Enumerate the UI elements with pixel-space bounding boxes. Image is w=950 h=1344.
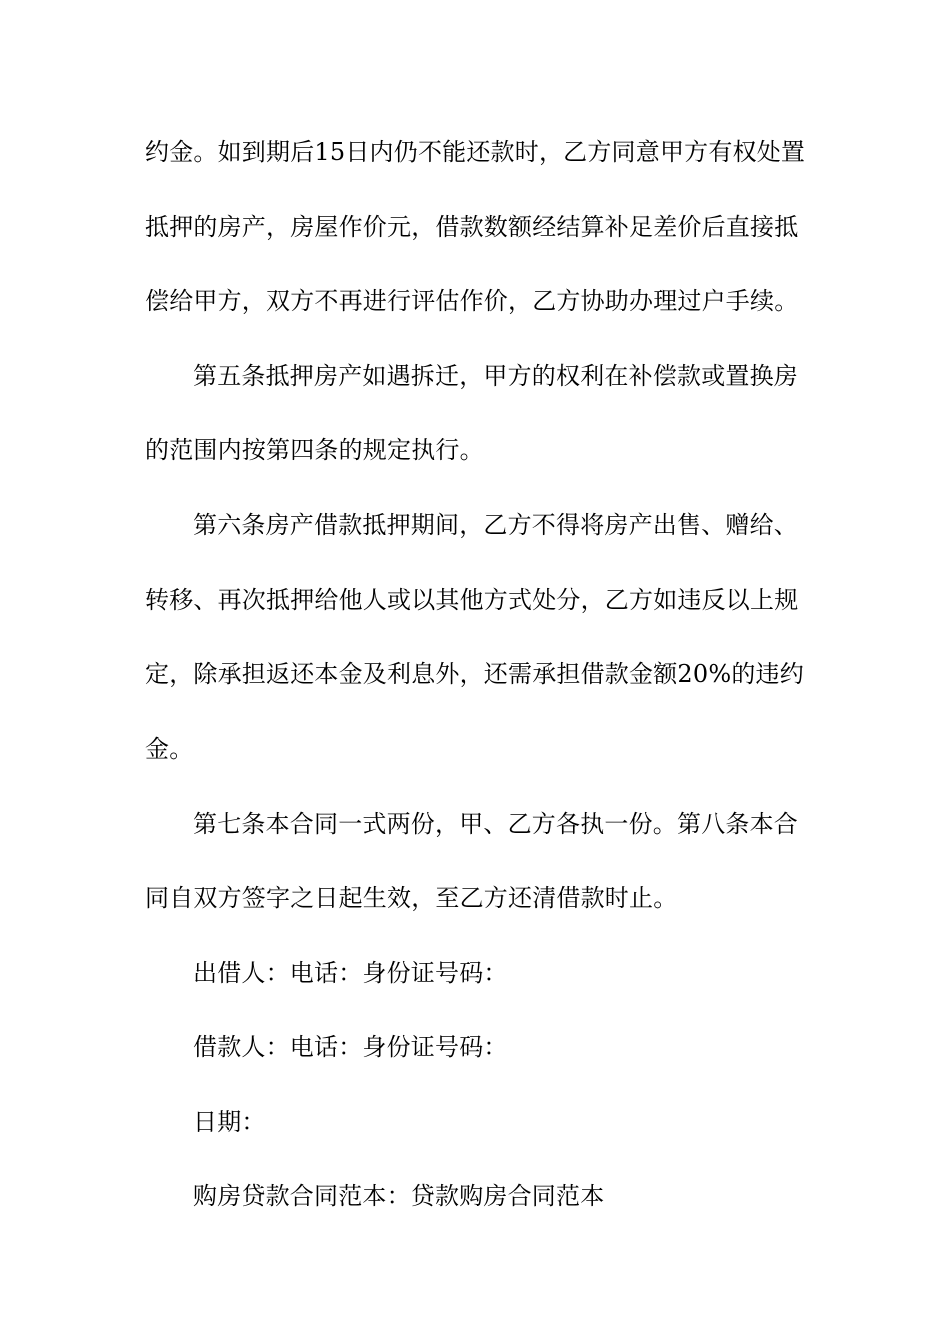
text-line-11: 同自双方签字之日起生效，至乙方还清借款时止。 (145, 884, 678, 912)
text-line-7: 转移、再次抵押给他人或以其他方式处分，乙方如违反以上规 (145, 586, 799, 614)
text-line-12: 出借人：电话：身份证号码： (193, 959, 508, 987)
text-line-10: 第七条本合同一式两份，甲、乙方各执一份。第八条本合 (193, 810, 798, 838)
text-line-9: 金。 (145, 735, 194, 763)
text-line-14: 日期： (193, 1108, 266, 1136)
text-line-15: 购房贷款合同范本：贷款购房合同范本 (193, 1182, 605, 1210)
text-line-6: 第六条房产借款抵押期间，乙方不得将房产出售、赠给、 (193, 511, 798, 539)
text-line-2: 抵押的房产，房屋作价元，借款数额经结算补足差价后直接抵 (145, 213, 799, 241)
text-line-4: 第五条抵押房产如遇拆迁，甲方的权利在补偿款或置换房 (193, 362, 798, 390)
text-line-5: 的范围内按第四条的规定执行。 (145, 436, 484, 464)
text-line-3: 偿给甲方，双方不再进行评估作价，乙方协助办理过户手续。 (145, 287, 799, 315)
text-line-8: 定，除承担返还本金及利息外，还需承担借款金额20%的违约 (145, 660, 804, 688)
text-line-1: 约金。如到期后15日内仍不能还款时，乙方同意甲方有权处置 (145, 138, 806, 166)
text-line-13: 借款人：电话：身份证号码： (193, 1033, 508, 1061)
